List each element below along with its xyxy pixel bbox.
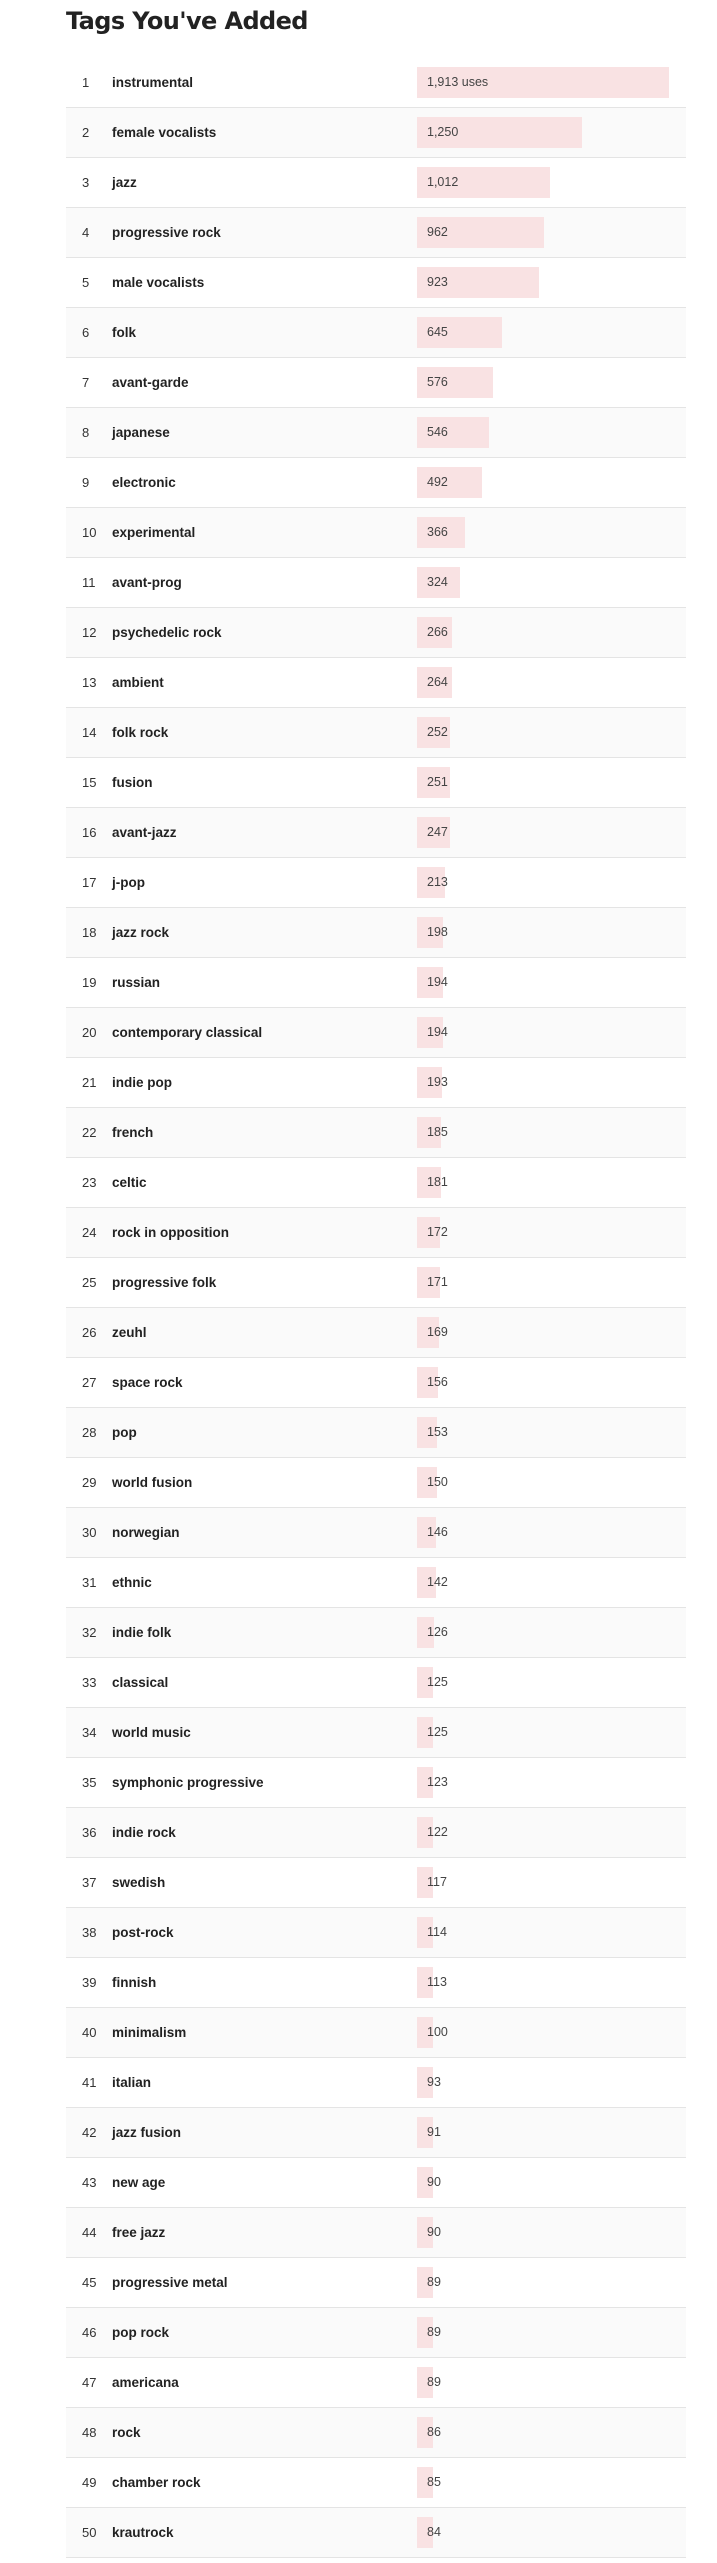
tag-bar-track bbox=[417, 2517, 679, 2548]
tag-row[interactable] bbox=[66, 1008, 686, 1058]
tag-name-link[interactable]: americana bbox=[112, 2375, 179, 2390]
tag-row[interactable] bbox=[66, 308, 686, 358]
tag-count-label: 252 bbox=[427, 725, 448, 739]
tag-count-label: 90 bbox=[427, 2225, 441, 2239]
tag-row[interactable] bbox=[66, 1958, 686, 2008]
tag-row[interactable] bbox=[66, 2458, 686, 2508]
tag-rank: 44 bbox=[82, 2225, 97, 2240]
tag-count-label: 193 bbox=[427, 1075, 448, 1089]
tag-rank: 10 bbox=[82, 525, 97, 540]
tag-count-label: 169 bbox=[427, 1325, 448, 1339]
tag-rank: 32 bbox=[82, 1625, 97, 1640]
tag-count-label: 576 bbox=[427, 375, 448, 389]
tag-rank: 39 bbox=[82, 1975, 97, 1990]
tag-rank: 6 bbox=[82, 325, 90, 340]
tag-bar-track bbox=[417, 2167, 679, 2198]
tag-bar-track bbox=[417, 317, 679, 348]
tag-count-label: 171 bbox=[427, 1275, 448, 1289]
tag-rank: 47 bbox=[82, 2375, 97, 2390]
tag-bar-track bbox=[417, 2367, 679, 2398]
tag-row[interactable] bbox=[66, 1058, 686, 1108]
tag-row[interactable] bbox=[66, 258, 686, 308]
tag-rank: 19 bbox=[82, 975, 97, 990]
tag-bar-track bbox=[417, 1867, 679, 1898]
tag-rank: 13 bbox=[82, 675, 97, 690]
tag-bar-track bbox=[417, 1517, 679, 1548]
tag-rank: 27 bbox=[82, 1375, 97, 1390]
tag-row[interactable] bbox=[66, 58, 686, 108]
tag-row[interactable] bbox=[66, 1758, 686, 1808]
tag-name-link[interactable]: avant-garde bbox=[112, 375, 189, 390]
tag-row[interactable] bbox=[66, 608, 686, 658]
tag-row[interactable] bbox=[66, 708, 686, 758]
tag-bar-track bbox=[417, 1017, 679, 1048]
tag-row[interactable] bbox=[66, 1658, 686, 1708]
tag-bar-track bbox=[417, 1167, 679, 1198]
tag-row[interactable] bbox=[66, 408, 686, 458]
tag-bar-track bbox=[417, 2117, 679, 2148]
tag-row[interactable] bbox=[66, 2208, 686, 2258]
tag-row[interactable] bbox=[66, 1108, 686, 1158]
tag-name-link[interactable]: progressive folk bbox=[112, 1275, 217, 1290]
tag-bar-track bbox=[417, 417, 679, 448]
tag-count-label: 113 bbox=[427, 1975, 447, 1989]
tag-bar-track bbox=[417, 2017, 679, 2048]
tag-bar-track bbox=[417, 2267, 679, 2298]
tag-rank: 26 bbox=[82, 1325, 97, 1340]
tag-count-label: 89 bbox=[427, 2325, 441, 2339]
tag-rank: 30 bbox=[82, 1525, 97, 1540]
tag-count-label: 146 bbox=[427, 1525, 448, 1539]
tag-rank: 50 bbox=[82, 2525, 97, 2540]
tag-rank: 12 bbox=[82, 625, 97, 640]
tag-bar-track bbox=[417, 767, 679, 798]
tag-count-label: 213 bbox=[427, 875, 448, 889]
tag-name-link[interactable]: rock in opposition bbox=[112, 1225, 229, 1240]
tag-name-link[interactable]: italian bbox=[112, 2075, 152, 2090]
tag-bar-track bbox=[417, 267, 679, 298]
tag-row[interactable] bbox=[66, 908, 686, 958]
tag-rank: 45 bbox=[82, 2275, 97, 2290]
tag-count-label: 492 bbox=[427, 475, 448, 489]
tag-row[interactable] bbox=[66, 158, 686, 208]
tag-rank: 8 bbox=[82, 425, 90, 440]
tag-count-label: 93 bbox=[427, 2075, 441, 2089]
tag-rank: 16 bbox=[82, 825, 97, 840]
tag-rank: 21 bbox=[82, 1075, 97, 1090]
tag-name-link[interactable]: j-pop bbox=[112, 875, 145, 890]
tag-bar-track bbox=[417, 1567, 679, 1598]
tag-rank: 37 bbox=[82, 1875, 97, 1890]
tag-name-link[interactable]: fusion bbox=[112, 775, 153, 790]
tag-bar-track bbox=[417, 817, 679, 848]
tag-name-link[interactable]: norwegian bbox=[112, 1525, 180, 1540]
tag-count-label: 185 bbox=[427, 1125, 448, 1139]
tag-row[interactable] bbox=[66, 458, 686, 508]
tag-name-link[interactable]: celtic bbox=[112, 1175, 147, 1190]
tag-row[interactable] bbox=[66, 1508, 686, 1558]
tag-rank: 14 bbox=[82, 725, 97, 740]
tag-count-label: 251 bbox=[427, 775, 448, 789]
tag-row[interactable] bbox=[66, 1158, 686, 1208]
tag-count-label: 150 bbox=[427, 1475, 448, 1489]
tag-bar-track bbox=[417, 67, 679, 98]
tag-count-label: 89 bbox=[427, 2375, 441, 2389]
tag-count-label: 546 bbox=[427, 425, 448, 439]
tag-rank: 41 bbox=[82, 2075, 97, 2090]
tag-bar-track bbox=[417, 1117, 679, 1148]
tag-rank: 18 bbox=[82, 925, 97, 940]
tag-bar-track bbox=[417, 917, 679, 948]
tag-rank: 48 bbox=[82, 2425, 97, 2440]
tag-count-label: 126 bbox=[427, 1625, 448, 1639]
tag-name-link[interactable]: french bbox=[112, 1125, 154, 1140]
tag-bar-track bbox=[417, 1267, 679, 1298]
tag-rank: 17 bbox=[82, 875, 97, 890]
tag-count-label: 117 bbox=[427, 1875, 447, 1889]
tag-row[interactable] bbox=[66, 208, 686, 258]
tag-rank: 20 bbox=[82, 1025, 97, 1040]
tag-rank: 31 bbox=[82, 1575, 97, 1590]
tag-row[interactable] bbox=[66, 1408, 686, 1458]
tag-name-link[interactable]: ethnic bbox=[112, 1575, 152, 1590]
tag-row[interactable] bbox=[66, 2408, 686, 2458]
tag-count-label: 85 bbox=[427, 2475, 441, 2489]
tag-rank: 1 bbox=[82, 75, 90, 90]
tag-name-link[interactable]: indie rock bbox=[112, 1825, 176, 1840]
tag-count-label: 1,913 uses bbox=[427, 75, 489, 89]
tag-name-link[interactable]: folk rock bbox=[112, 725, 169, 740]
tag-bar-track bbox=[417, 1617, 679, 1648]
tag-row[interactable] bbox=[66, 658, 686, 708]
tag-name-link[interactable]: finnish bbox=[112, 1975, 157, 1990]
tag-rank: 28 bbox=[82, 1425, 97, 1440]
tag-name-link[interactable]: swedish bbox=[112, 1875, 166, 1890]
tag-row[interactable] bbox=[66, 808, 686, 858]
tag-name-link[interactable]: space rock bbox=[112, 1375, 183, 1390]
tag-row[interactable] bbox=[66, 1458, 686, 1508]
tag-count-label: 125 bbox=[427, 1675, 448, 1689]
tag-count-label: 198 bbox=[427, 925, 448, 939]
tag-name-link[interactable]: jazz fusion bbox=[112, 2125, 182, 2140]
tag-rank: 40 bbox=[82, 2025, 97, 2040]
tag-count-label: 264 bbox=[427, 675, 448, 689]
tag-row[interactable] bbox=[66, 2358, 686, 2408]
tag-name-link[interactable]: jazz rock bbox=[112, 925, 170, 940]
tag-row[interactable] bbox=[66, 958, 686, 1008]
tag-row[interactable] bbox=[66, 2308, 686, 2358]
tag-name-link[interactable]: chamber rock bbox=[112, 2475, 201, 2490]
tag-bar-track bbox=[417, 2317, 679, 2348]
tag-name-link[interactable]: rock bbox=[112, 2425, 141, 2440]
tag-rank: 35 bbox=[82, 1775, 97, 1790]
tag-name-link[interactable]: female vocalists bbox=[112, 125, 217, 140]
tag-count-label: 153 bbox=[427, 1425, 448, 1439]
tag-row[interactable] bbox=[66, 1358, 686, 1408]
tag-name-link[interactable]: progressive rock bbox=[112, 225, 221, 240]
tag-name-link[interactable]: indie pop bbox=[112, 1075, 172, 1090]
tag-count-label: 194 bbox=[427, 1025, 448, 1039]
tag-name-link[interactable]: jazz bbox=[112, 175, 137, 190]
tag-rank: 2 bbox=[82, 125, 90, 140]
tag-row[interactable] bbox=[66, 2108, 686, 2158]
tag-bar-track bbox=[417, 667, 679, 698]
tag-name-link[interactable]: symphonic progressive bbox=[112, 1775, 264, 1790]
tag-name-link[interactable]: male vocalists bbox=[112, 275, 205, 290]
tag-rank: 11 bbox=[82, 575, 96, 590]
tag-bar-track bbox=[417, 367, 679, 398]
tag-name-link[interactable]: new age bbox=[112, 2175, 166, 2190]
tag-rank: 33 bbox=[82, 1675, 97, 1690]
tag-row[interactable] bbox=[66, 508, 686, 558]
tag-bar-track bbox=[417, 1817, 679, 1848]
tag-count-label: 1,250 bbox=[427, 125, 459, 139]
tag-count-label: 247 bbox=[427, 825, 448, 839]
tag-count-label: 100 bbox=[427, 2025, 448, 2039]
tag-bar-track bbox=[417, 1367, 679, 1398]
tag-count-label: 114 bbox=[427, 1925, 447, 1939]
tag-count-label: 181 bbox=[427, 1175, 448, 1189]
tag-bar-track bbox=[417, 1217, 679, 1248]
tag-count-label: 123 bbox=[427, 1775, 448, 1789]
tag-bar-track bbox=[417, 517, 679, 548]
tag-name-link[interactable]: pop bbox=[112, 1425, 137, 1440]
tag-row[interactable] bbox=[66, 758, 686, 808]
tag-bar-track bbox=[417, 1667, 679, 1698]
tag-bar-track bbox=[417, 567, 679, 598]
tag-row[interactable] bbox=[66, 1308, 686, 1358]
tag-row[interactable] bbox=[66, 2508, 686, 2558]
tag-row[interactable] bbox=[66, 2258, 686, 2308]
tag-rank: 7 bbox=[82, 375, 90, 390]
tag-count-label: 122 bbox=[427, 1825, 448, 1839]
tag-name-link[interactable]: russian bbox=[112, 975, 161, 990]
tag-rank: 36 bbox=[82, 1825, 97, 1840]
tag-name-link[interactable]: indie folk bbox=[112, 1625, 172, 1640]
tag-bar-track bbox=[417, 167, 679, 198]
tag-rank: 29 bbox=[82, 1475, 97, 1490]
tag-name-link[interactable]: japanese bbox=[112, 425, 170, 440]
tag-row[interactable] bbox=[66, 2008, 686, 2058]
tag-name-link[interactable]: experimental bbox=[112, 525, 196, 540]
tag-bar-track bbox=[417, 2067, 679, 2098]
tag-bar-track bbox=[417, 467, 679, 498]
tag-rank: 49 bbox=[82, 2475, 97, 2490]
tag-bar-track bbox=[417, 217, 679, 248]
tag-bar-track bbox=[417, 117, 679, 148]
tag-name-link[interactable]: pop rock bbox=[112, 2325, 170, 2340]
tag-name-link[interactable]: folk bbox=[112, 325, 137, 340]
tag-rank: 4 bbox=[82, 225, 90, 240]
tag-bar-track bbox=[417, 617, 679, 648]
tag-bar-track bbox=[417, 1467, 679, 1498]
tag-count-label: 923 bbox=[427, 275, 448, 289]
tag-count-label: 86 bbox=[427, 2425, 441, 2439]
tag-row[interactable] bbox=[66, 358, 686, 408]
tag-bar-track bbox=[417, 1417, 679, 1448]
tag-count-label: 91 bbox=[427, 2125, 441, 2139]
tag-bar-track bbox=[417, 1717, 679, 1748]
tag-name-link[interactable]: minimalism bbox=[112, 2025, 187, 2040]
tag-rank: 3 bbox=[82, 175, 90, 190]
tag-rank: 23 bbox=[82, 1175, 97, 1190]
tag-row[interactable] bbox=[66, 858, 686, 908]
tag-count-label: 84 bbox=[427, 2525, 441, 2539]
tag-row[interactable] bbox=[66, 2158, 686, 2208]
tag-row[interactable] bbox=[66, 1208, 686, 1258]
tag-row[interactable] bbox=[66, 1558, 686, 1608]
tag-name-link[interactable]: ambient bbox=[112, 675, 164, 690]
tag-rank: 46 bbox=[82, 2325, 97, 2340]
tag-count-label: 142 bbox=[427, 1575, 448, 1589]
tag-row[interactable] bbox=[66, 1258, 686, 1308]
tag-rank: 34 bbox=[82, 1725, 97, 1740]
tag-rank: 42 bbox=[82, 2125, 97, 2140]
tag-bar-track bbox=[417, 717, 679, 748]
tag-count-label: 172 bbox=[427, 1225, 448, 1239]
tag-name-link[interactable]: instrumental bbox=[112, 75, 194, 90]
tag-count-label: 156 bbox=[427, 1375, 448, 1389]
tag-rank: 15 bbox=[82, 775, 97, 790]
tag-bar-track bbox=[417, 2417, 679, 2448]
tag-bar-track bbox=[417, 967, 679, 998]
tag-row[interactable] bbox=[66, 1608, 686, 1658]
tag-count-label: 194 bbox=[427, 975, 448, 989]
tag-name-link[interactable]: krautrock bbox=[112, 2525, 174, 2540]
tag-count-label: 324 bbox=[427, 575, 448, 589]
tag-bar-chart bbox=[66, 58, 686, 2558]
tag-name-link[interactable]: classical bbox=[112, 1675, 169, 1690]
tag-rank: 24 bbox=[82, 1225, 97, 1240]
tag-bar-track bbox=[417, 1067, 679, 1098]
tag-rank: 25 bbox=[82, 1275, 97, 1290]
tag-count-label: 90 bbox=[427, 2175, 441, 2189]
tag-bar-track bbox=[417, 2217, 679, 2248]
tag-count-label: 125 bbox=[427, 1725, 448, 1739]
tag-name-link[interactable]: free jazz bbox=[112, 2225, 166, 2240]
tag-row[interactable] bbox=[66, 2058, 686, 2108]
tag-row[interactable] bbox=[66, 108, 686, 158]
tag-row[interactable] bbox=[66, 1858, 686, 1908]
tag-bar-track bbox=[417, 2467, 679, 2498]
tag-name-link[interactable]: psychedelic rock bbox=[112, 625, 222, 640]
tag-row[interactable] bbox=[66, 1808, 686, 1858]
tag-name-link[interactable]: avant-prog bbox=[112, 575, 182, 590]
tag-name-link[interactable]: progressive metal bbox=[112, 2275, 228, 2290]
tag-name-link[interactable]: post-rock bbox=[112, 1925, 174, 1940]
tag-rank: 9 bbox=[82, 475, 90, 490]
tag-row[interactable] bbox=[66, 1908, 686, 1958]
tag-count-label: 89 bbox=[427, 2275, 441, 2289]
tag-bar-track bbox=[417, 1767, 679, 1798]
tag-name-link[interactable]: electronic bbox=[112, 475, 176, 490]
tag-bar-track bbox=[417, 867, 679, 898]
tag-count-label: 366 bbox=[427, 525, 448, 539]
tag-count-label: 645 bbox=[427, 325, 448, 339]
tag-rank: 5 bbox=[82, 275, 90, 290]
tag-bar-track bbox=[417, 1917, 679, 1948]
tag-count-label: 266 bbox=[427, 625, 448, 639]
tag-rank: 38 bbox=[82, 1925, 97, 1940]
tag-bar-track bbox=[417, 1967, 679, 1998]
tag-name-link[interactable]: world fusion bbox=[112, 1475, 193, 1490]
tag-row[interactable] bbox=[66, 1708, 686, 1758]
tag-count-label: 962 bbox=[427, 225, 448, 239]
tag-count-label: 1,012 bbox=[427, 175, 459, 189]
tag-name-link[interactable]: avant-jazz bbox=[112, 825, 177, 840]
tag-row[interactable] bbox=[66, 558, 686, 608]
tag-rank: 22 bbox=[82, 1125, 97, 1140]
tag-name-link[interactable]: world music bbox=[112, 1725, 191, 1740]
tag-rank: 43 bbox=[82, 2175, 97, 2190]
tag-bar-track bbox=[417, 1317, 679, 1348]
tag-name-link[interactable]: contemporary classical bbox=[112, 1025, 263, 1040]
page-title: Tags You've Added bbox=[66, 7, 308, 35]
tag-name-link[interactable]: zeuhl bbox=[112, 1325, 147, 1340]
